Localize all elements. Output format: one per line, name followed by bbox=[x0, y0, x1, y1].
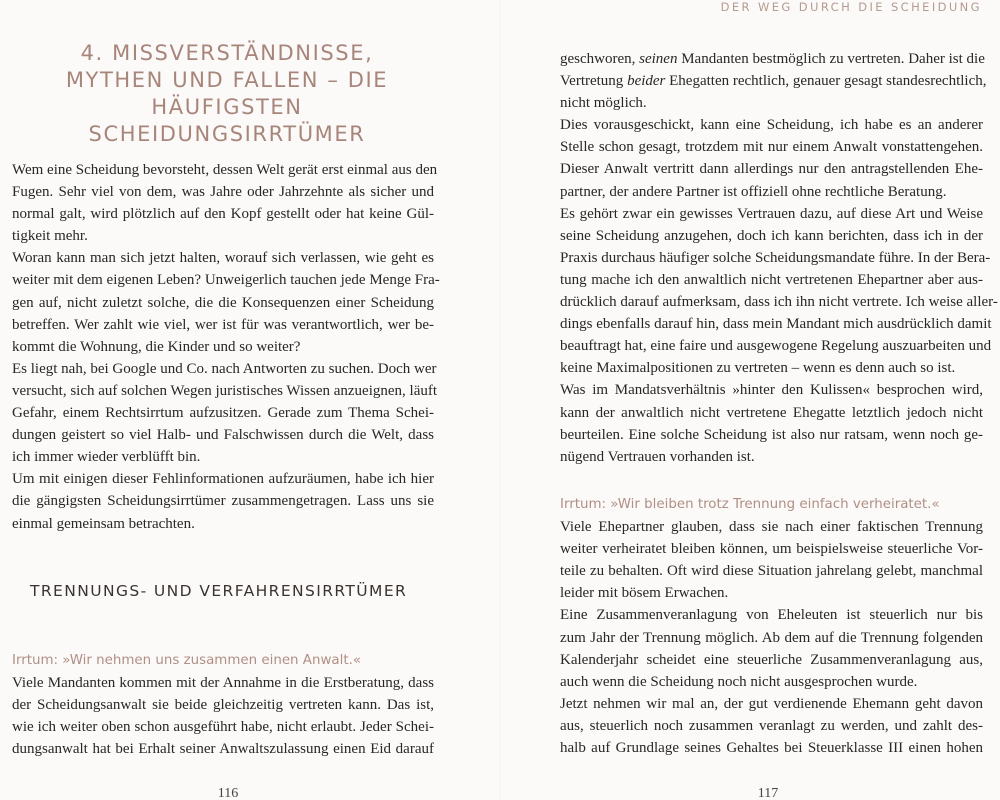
text-line: auch wenn die Scheidung noch nicht ausgesprochen wurde. bbox=[560, 673, 918, 690]
text-line: versucht, sich auf solchen Wegen juristisches Wissen anzueignen, läuft bbox=[12, 382, 438, 399]
text-line: Es gehört zwar ein gewisses Vertrauen dazu, auf diese Art und Weise bbox=[560, 205, 983, 222]
text-line: Stelle schon gesagt, trotzdem mit nur einem Anwalt vonstattengehen. bbox=[560, 139, 983, 156]
text-line: Vertretung beider Ehegatten rechtlich, genauer gesagt standesrechtlich, bbox=[560, 73, 987, 90]
text-line: Wem eine Scheidung bevorsteht, dessen Welt gerät erst einmal aus den bbox=[12, 162, 438, 178]
text-line: Fugen. Sehr viel von dem, was Jahre oder Jahrzehnte als sicher und bbox=[12, 184, 434, 201]
subhead: Irrtum: »Wir bleiben trotz Trennung einfach verheiratet.« bbox=[560, 497, 940, 512]
text-line: partner, der andere Partner ist offiziell ohne rechtliche Beratung. bbox=[560, 183, 947, 200]
text-line: dings ebenfalls darauf hin, dass mein Mandant mich ausdrücklich damit bbox=[560, 316, 992, 333]
text-line: betreffen. Wer zahlt wie viel, wer ist für was verantwortlich, wer be- bbox=[12, 316, 434, 333]
text-line: Gefahr, einem Rechtsirrtum aufzusitzen. Gerade zum Thema Schei- bbox=[12, 405, 434, 422]
text-line: Eine Zusammenveranlagung von Eheleuten ist steuerlich nur bis bbox=[560, 607, 983, 624]
text-line: Dies vorausgeschickt, kann eine Scheidung, ich habe es an anderer bbox=[560, 117, 983, 134]
chapter-title-line: 4. MISSVERSTÄNDNISSE, bbox=[80, 41, 374, 65]
text-line: dungen geistert so viel Halb- und Falschwissen durch die Welt, dass bbox=[12, 427, 434, 444]
page-number: 117 bbox=[757, 786, 779, 800]
text-line: der Scheidungsanwalt sie beide gleichzeitig vertreten kann. Das ist, bbox=[12, 697, 434, 714]
text-line: die gängigsten Scheidungsirrtümer zusammengetragen. Lass uns sie bbox=[12, 493, 434, 510]
text-line: halb auf Grundlage seines Gehaltes bei Steuerklasse III einen hohen bbox=[560, 740, 983, 757]
running-head: DER WEG DURCH DIE SCHEIDUNG bbox=[720, 0, 982, 14]
text-line: ich immer wieder verblüfft bin. bbox=[12, 449, 201, 466]
text-line: keine Maximalpositionen zu vertreten – wenn es denn auch so ist. bbox=[560, 360, 956, 377]
text-line: Es liegt nah, bei Google und Co. nach Antworten zu suchen. Doch wer bbox=[12, 360, 437, 377]
section-title: TRENNUNGS- UND VERFAHRENSIRRTÜMER bbox=[30, 582, 408, 600]
chapter-title-line: MYTHEN UND FALLEN – DIE HÄUFIGSTEN bbox=[65, 68, 389, 119]
text-line: leider mit bösem Erwachen. bbox=[560, 585, 729, 602]
text-line: gen auf, nicht zuletzt solche, die die Konsequenzen einer Scheidung bbox=[12, 294, 434, 311]
text-line: Viele Mandanten kommen mit der Annahme in die Erstberatung, dass bbox=[12, 675, 434, 692]
text-line: weiter verheiratet bleiben können, um beispielsweise steuerliche Vor- bbox=[560, 541, 983, 558]
section-body bbox=[12, 650, 434, 760]
text-line: Was im Mandatsverhältnis »hinter den Kulissen« besprochen wird, bbox=[560, 382, 983, 399]
page-number: 116 bbox=[217, 786, 239, 800]
text-line: aus, steuerlich noch zusammen veranlagt zu werden, und zahlt des- bbox=[560, 717, 983, 734]
text-line: tung mache ich den anwaltlich nicht vertretenen Ehepartner aber aus- bbox=[560, 271, 983, 288]
text-line: normal galt, wird plötzlich auf den Kopf gestellt oder hat keine Gül- bbox=[12, 206, 434, 223]
intro-text bbox=[12, 159, 440, 535]
text-line: tigkeit mehr. bbox=[12, 228, 88, 245]
text-line: nügend Vertrauen vorhanden ist. bbox=[560, 448, 755, 465]
text-line: einmal gemeinsam betrachten. bbox=[12, 515, 195, 532]
chapter-title-line: SCHEIDUNGSIRRTÜMER bbox=[88, 122, 366, 146]
text-line: Viele Ehepartner glauben, dass sie nach einer faktischen Trennung bbox=[560, 519, 983, 536]
body-lines bbox=[560, 516, 983, 759]
text-line: Praxis durchaus häufiger solche Scheidungsmandate führe. In der Bera- bbox=[560, 249, 991, 266]
text-line: kann der anwaltlich nicht vertretene Ehegatte letztlich jedoch nicht bbox=[560, 404, 983, 421]
text-line: zum Jahr der Trennung möglich. Ab dem auf die Trennung folgenden bbox=[560, 629, 983, 646]
text-line: Woran kann man sich jetzt halten, worauf sich verlassen, wie geht es bbox=[12, 250, 434, 267]
text-line: Um mit einigen dieser Fehlinformationen aufzuräumen, habe ich hier bbox=[12, 471, 434, 488]
text-line: Dieser Anwalt vertritt dann allerdings nur den antragstellenden Ehe- bbox=[560, 161, 983, 178]
text-line: dungsanwalt hat bei Erhalt seiner Anwaltszulassung einen Eid darauf bbox=[12, 741, 434, 758]
text-line: teile zu behalten. Oft wird diese Situation jahrelang gelebt, manchmal bbox=[560, 563, 983, 580]
text-line: wie ich weiter oben schon ausgeführt habe, nicht erlaubt. Jeder Schei- bbox=[12, 719, 434, 736]
subhead: Irrtum: »Wir nehmen uns zusammen einen Anwalt.« bbox=[12, 653, 362, 668]
text-line: weiter mit dem eigenen Leben? Unweigerlich tauchen jede Menge Fra- bbox=[12, 272, 440, 289]
text-line: kommt die Wohnung, die Kinder und so weiter? bbox=[12, 338, 301, 355]
text-line: drücklich darauf aufmerksam, dass ich ihn nicht vertrete. Ich weise aller- bbox=[560, 294, 998, 311]
body-lines bbox=[12, 672, 434, 760]
text-line: beauftragt hat, eine faire und ausgewogene Regelung auszuarbeiten und bbox=[560, 338, 992, 355]
right-section bbox=[560, 494, 983, 759]
text-line: Jetzt nehmen wir mal an, der gut verdienende Ehemann geht davon bbox=[560, 695, 983, 712]
text-line: nicht möglich. bbox=[560, 95, 647, 112]
right-text bbox=[560, 48, 998, 468]
text-line: beurteilen. Eine solche Scheidung ist also nur ratsam, wenn noch ge- bbox=[560, 426, 983, 443]
chapter-title bbox=[12, 40, 442, 148]
text-line: Kalenderjahr scheidet eine steuerliche Zusammenveranlagung aus, bbox=[560, 651, 983, 668]
text-line: geschworen, seinen Mandanten bestmöglich zu vertreten. Daher ist die bbox=[560, 51, 985, 67]
text-line: seine Scheidung anzugehen, doch ich kann berichten, dass ich in der bbox=[560, 227, 983, 244]
right-page bbox=[500, 0, 1000, 800]
